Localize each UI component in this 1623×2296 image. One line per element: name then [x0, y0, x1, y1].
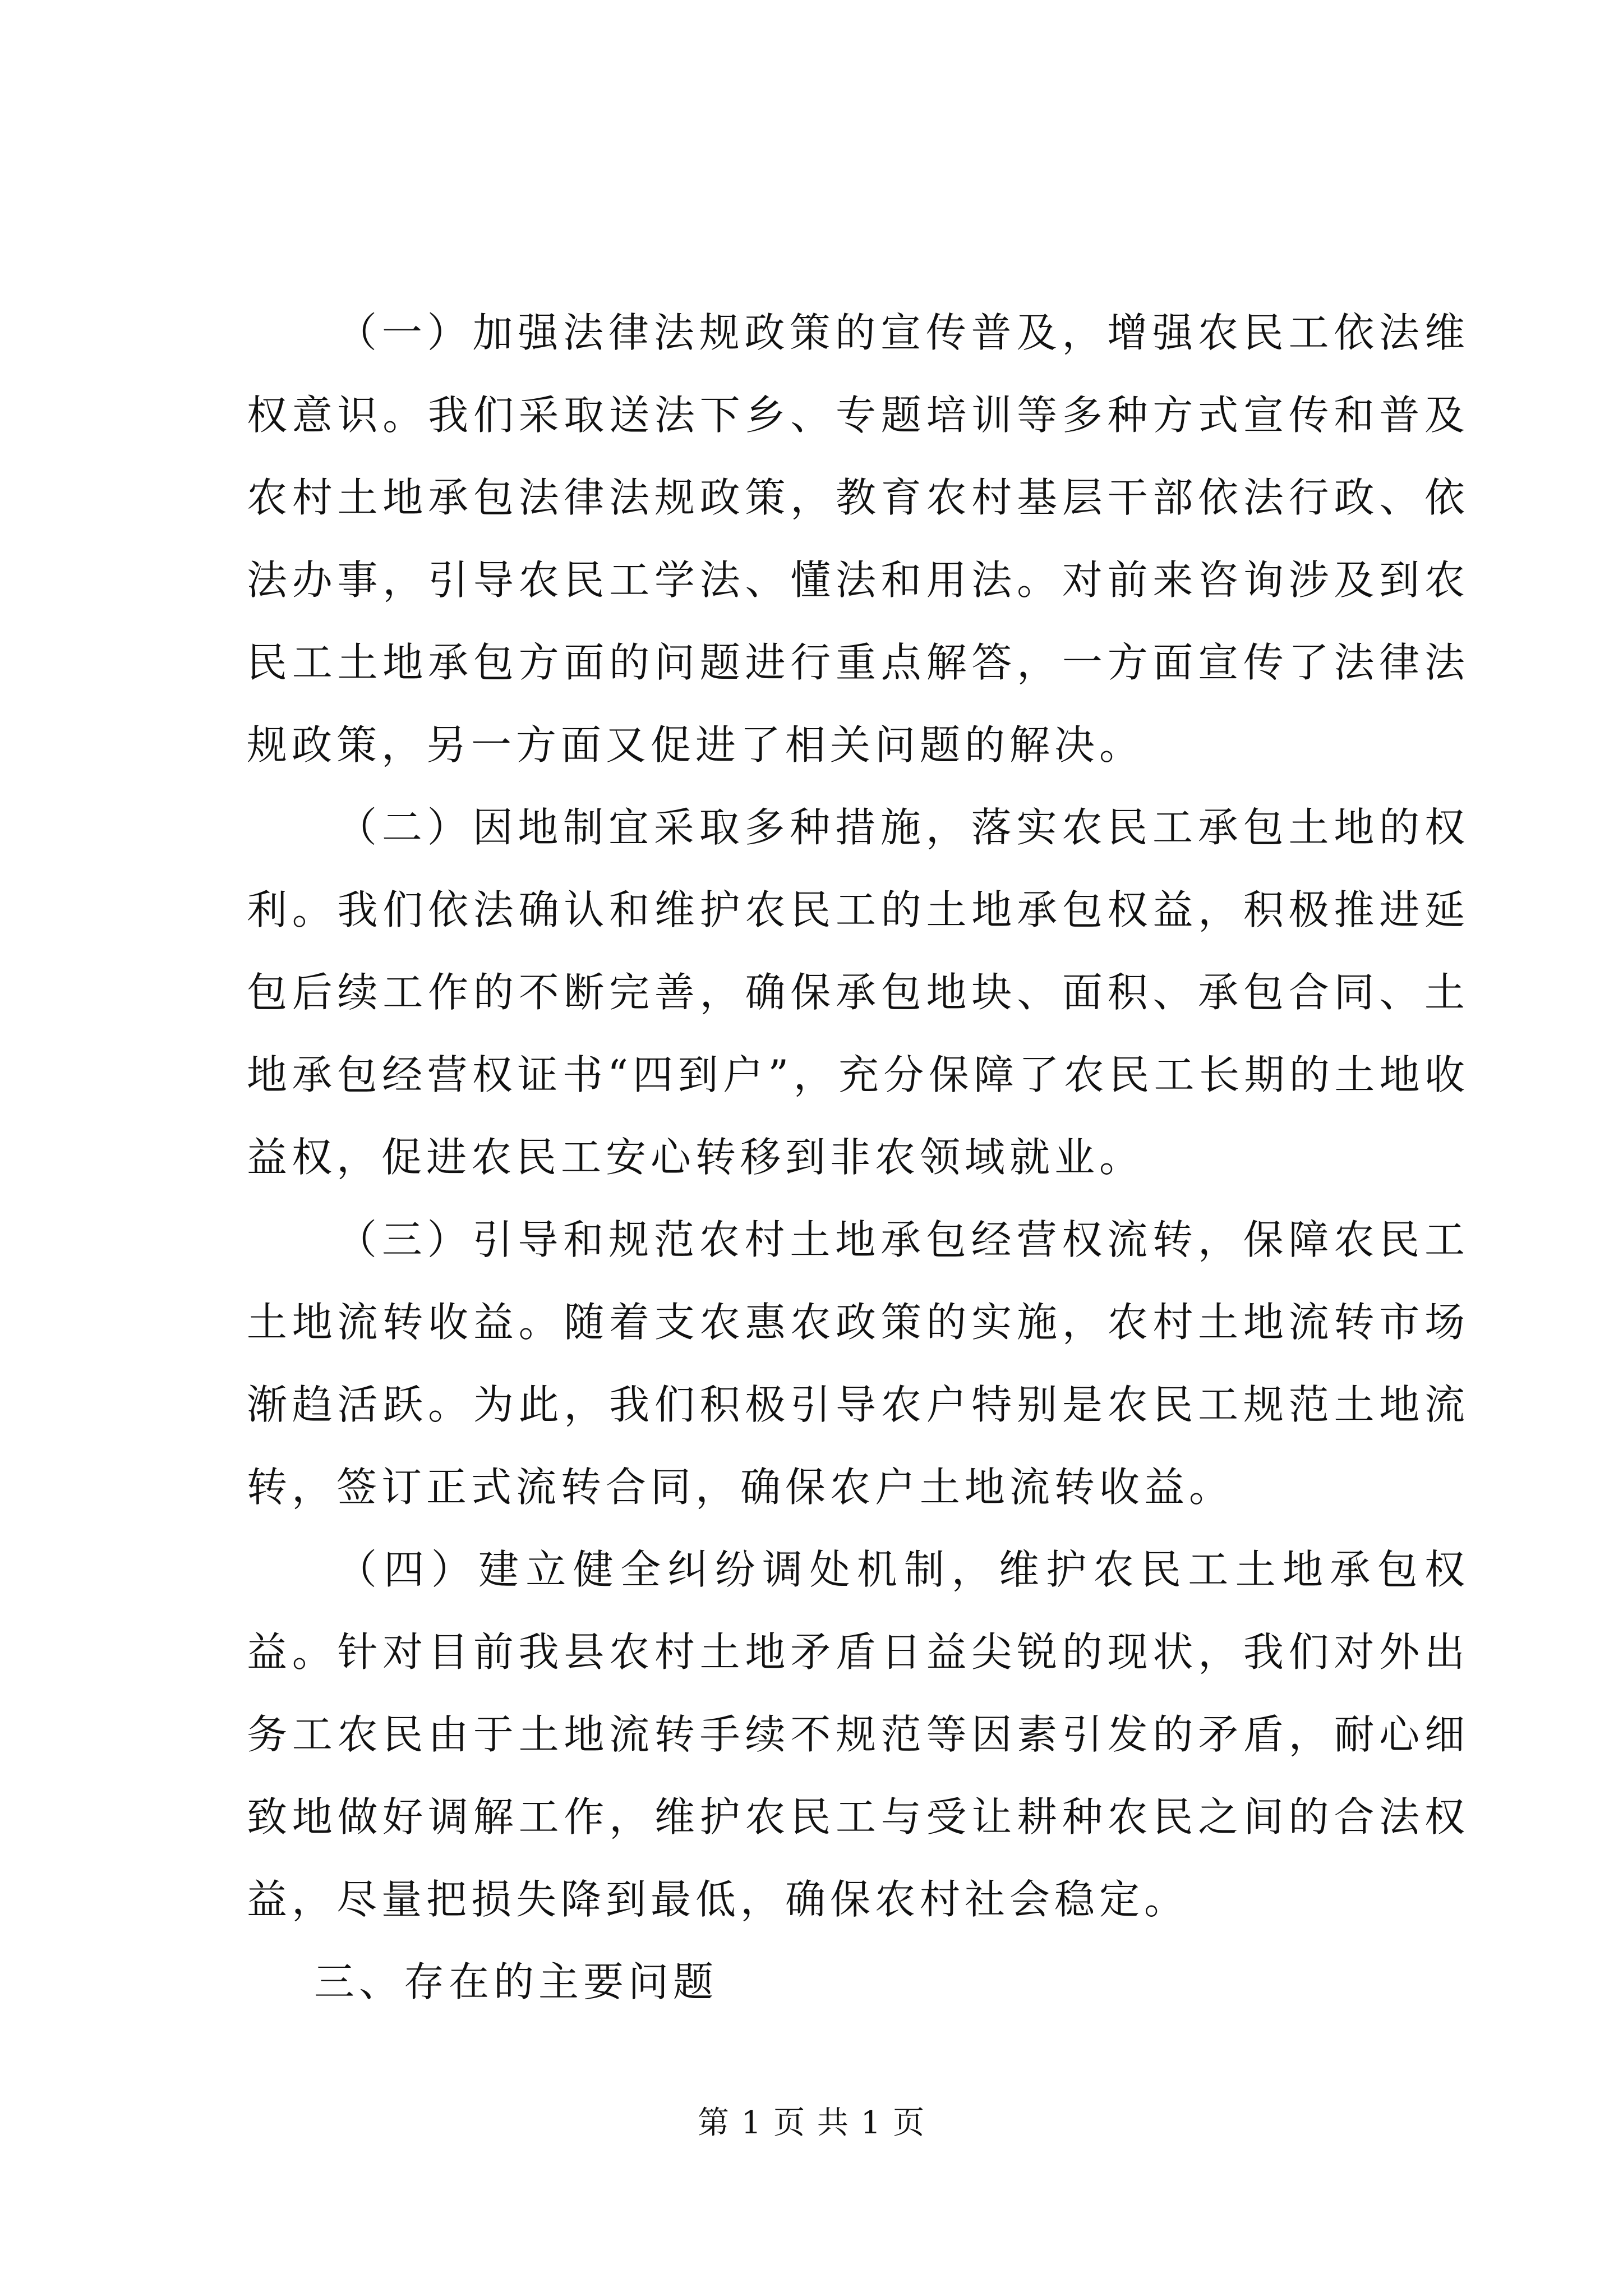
- paragraph-3: （三）引导和规范农村土地承包经营权流转，保障农民工土地流转收益。随着支农惠农政策的实施，农村土地流转市场渐趋活跃。为此，我们积极引导农户特别是农民工规范土地流转，签订正式流转合同，确保农户土地流转收益。: [247, 1216, 1469, 1511]
- paragraph-1: （一）加强法律法规政策的宣传普及，增强农民工依法维权意识。我们采取送法下乡、专题培训等多种方式宣传和普及农村土地承包法律法规政策，教育农村基层干部依法行政、依法办事，引导农民工学法、懂法和用法。对前来咨询涉及到农民工土地承包方面的问题进行重点解答，一方面宣传了法律法规政策，另一方面又促进了相关问题的解决。: [247, 309, 1469, 769]
- section-heading: 三、存在的主要问题: [314, 1958, 718, 2005]
- paragraph-2: （二）因地制宜采取多种措施，落实农民工承包土地的权利。我们依法确认和维护农民工的土地承包权益，积极推进延包后续工作的不断完善，确保承包地块、面积、承包合同、土地承包经营权证书“四到户”，充分保障了农民工长期的土地收益权，促进农民工安心转移到非农领域就业。: [247, 804, 1469, 1181]
- paragraph-4: （四）建立健全纠纷调处机制，维护农民工土地承包权益。针对目前我县农村土地矛盾日益尖锐的现状，我们对外出务工农民由于土地流转手续不规范等因素引发的矛盾，耐心细致地做好调解工作，维护农民工与受让耕种农民之间的合法权益，尽量把损失降到最低，确保农村社会稳定。: [247, 1546, 1469, 1923]
- page-footer: 第 1 页 共 1 页: [697, 2105, 926, 2141]
- document-body: [247, 292, 1469, 2023]
